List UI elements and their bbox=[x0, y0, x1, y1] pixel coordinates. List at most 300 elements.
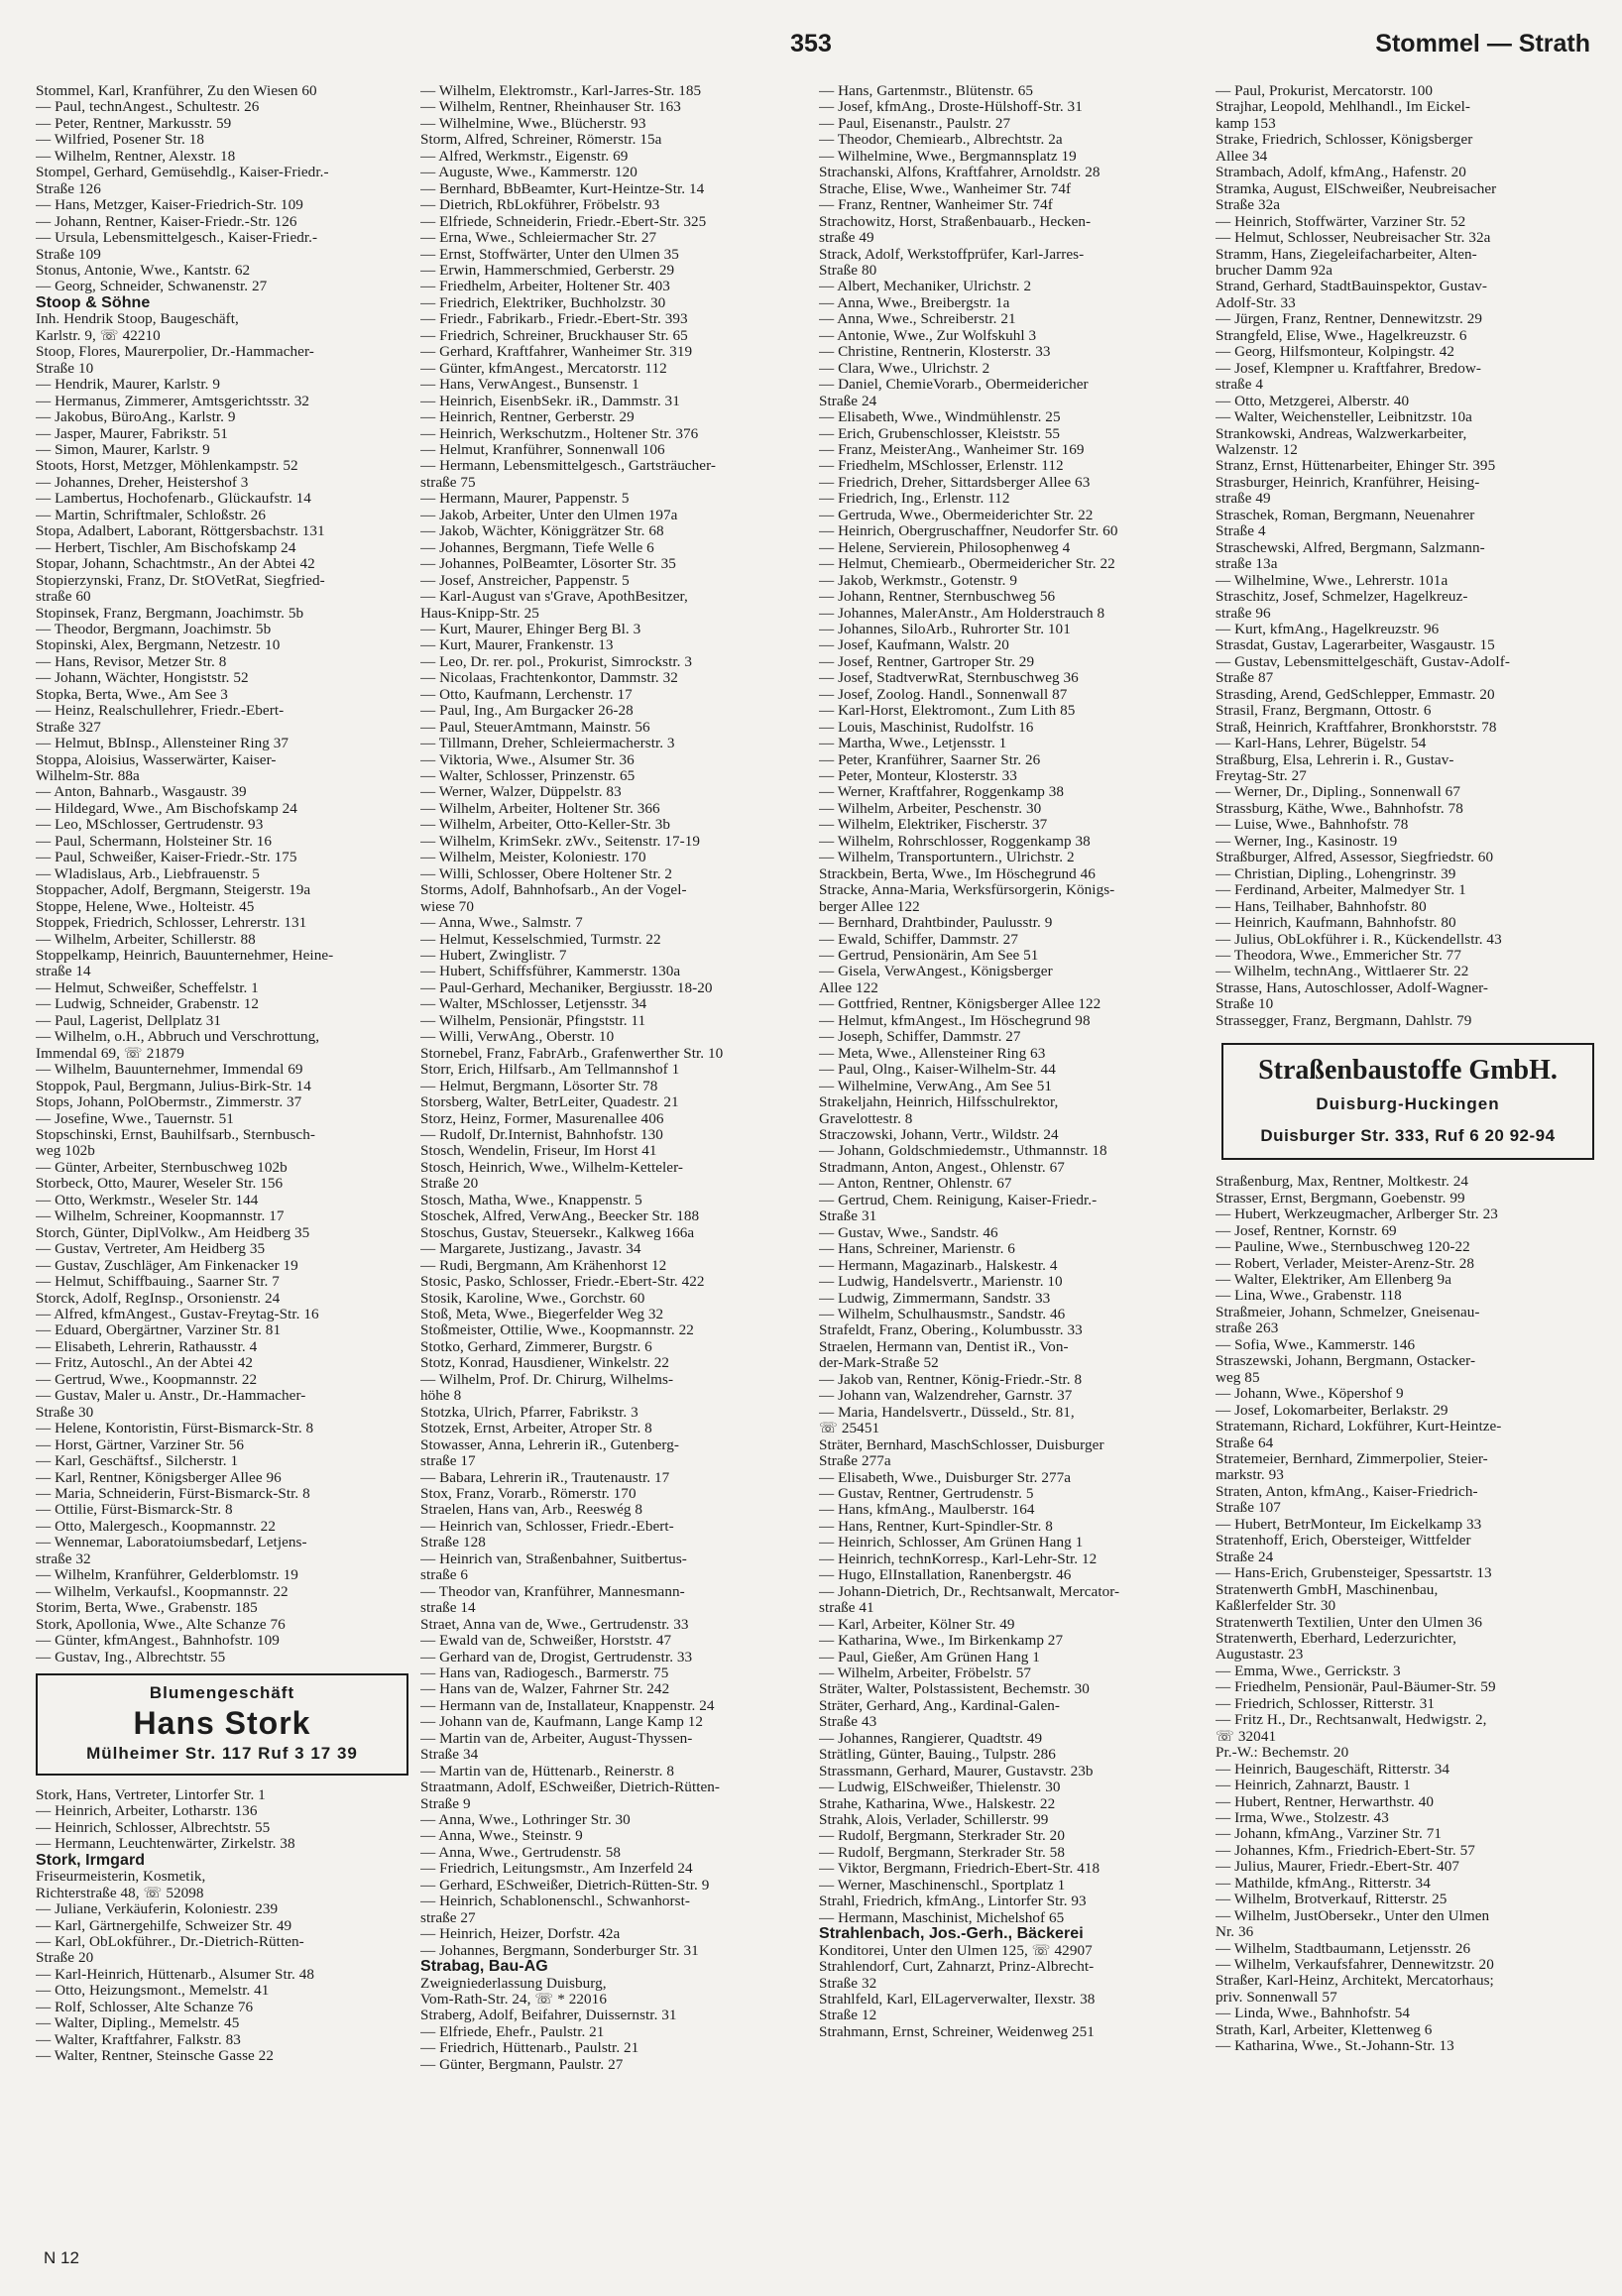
directory-entry: Stoschus, Gustav, Steuersekr., Kalkweg 166a bbox=[420, 1224, 695, 1241]
page-number: 353 bbox=[790, 30, 832, 57]
directory-entry: — Hermann, Lebensmittelgesch., Gartsträucher- bbox=[420, 458, 716, 475]
directory-entry: — Wilhelm, Kranführer, Gelderblomstr. 19 bbox=[36, 1567, 298, 1584]
directory-entry: — Paul, Schermann, Holsteiner Str. 16 bbox=[36, 833, 273, 850]
directory-entry: — Anton, Rentner, Ohlenstr. 67 bbox=[819, 1176, 1012, 1193]
directory-entry: Straßenburg, Max, Rentner, Moltkestr. 24 bbox=[1216, 1174, 1469, 1191]
directory-entry: — Anna, Wwe., Schreiberstr. 21 bbox=[819, 311, 1016, 328]
directory-entry: — Hendrik, Maurer, Karlstr. 9 bbox=[36, 377, 220, 394]
directory-entry: — Nicolaas, Frachtenkontor, Dammstr. 32 bbox=[420, 670, 678, 687]
directory-entry: Straße 107 bbox=[1216, 1500, 1281, 1517]
column-4 bbox=[1216, 83, 1604, 2055]
directory-entry: Zweigniederlassung Duisburg, bbox=[420, 1975, 607, 1992]
directory-entry: — Wilhelm, Arbeiter, Otto-Keller-Str. 3b bbox=[420, 817, 671, 834]
directory-entry: — Anna, Wwe., Gertrudenstr. 58 bbox=[420, 1844, 621, 1861]
directory-entry: Stoppa, Aloisius, Wasserwärter, Kaiser- bbox=[36, 751, 277, 768]
directory-entry: höhe 8 bbox=[420, 1388, 462, 1405]
directory-entry: — Jakob, Arbeiter, Unter den Ulmen 197a bbox=[420, 507, 678, 523]
ad-headline: Hans Stork bbox=[133, 1704, 311, 1741]
directory-entry: Storms, Adolf, Bahnhofsarb., An der Vogel- bbox=[420, 882, 687, 899]
directory-entry: — Heinrich, Stoffwärter, Varziner Str. 52 bbox=[1216, 213, 1466, 230]
directory-entry: Straczowski, Johann, Vertr., Wildstr. 24 bbox=[819, 1127, 1059, 1143]
directory-entry: — Hans, Schreiner, Marienstr. 6 bbox=[819, 1241, 1015, 1258]
directory-entry: Stotz, Konrad, Hausdiener, Winkelstr. 22 bbox=[420, 1355, 670, 1372]
directory-entry: — Wilhelm, Pensionär, Pfingststr. 11 bbox=[420, 1012, 646, 1029]
directory-entry: Stratemann, Richard, Lokführer, Kurt-Heintze- bbox=[1216, 1419, 1502, 1435]
directory-entry: — Heinrich, Rentner, Gerberstr. 29 bbox=[420, 409, 635, 426]
directory-entry: — Hermann, Maurer, Pappenstr. 5 bbox=[420, 491, 630, 508]
directory-entry: Straße 10 bbox=[1216, 996, 1274, 1013]
directory-entry: — Anna, Wwe., Lothringer Str. 30 bbox=[420, 1812, 631, 1829]
directory-entry: — Friedr., Fabrikarb., Friedr.-Ebert-Str. 393 bbox=[420, 311, 688, 328]
directory-entry: — Lina, Wwe., Grabenstr. 118 bbox=[1216, 1288, 1402, 1305]
directory-entry: — Wilhelm, Rentner, Rheinhauser Str. 163 bbox=[420, 99, 681, 116]
directory-entry: straße 41 bbox=[819, 1600, 874, 1617]
directory-entry: Straßburger, Alfred, Assessor, Siegfriedstr. 60 bbox=[1216, 850, 1494, 866]
directory-entry: — Hubert, Zwinglistr. 7 bbox=[420, 948, 567, 965]
directory-entry: Straße 9 bbox=[420, 1795, 471, 1812]
directory-entry: — Hugo, ElInstallation, Ranenbergstr. 46 bbox=[819, 1567, 1072, 1584]
directory-entry: Karlstr. 9, ☏ 42210 bbox=[36, 327, 161, 344]
directory-entry: — Hans, Gartenmstr., Blütenstr. 65 bbox=[819, 83, 1033, 99]
directory-entry: Strath, Karl, Arbeiter, Klettenweg 6 bbox=[1216, 2021, 1433, 2038]
directory-entry: — Karl-Hans, Lehrer, Bügelstr. 54 bbox=[1216, 736, 1427, 752]
directory-entry: Straelen, Hermann van, Dentist iR., Von- bbox=[819, 1338, 1069, 1355]
directory-entry: Strangfeld, Elise, Wwe., Hagelkreuzstr. 6 bbox=[1216, 327, 1467, 344]
directory-entry: — Walter, Weichensteller, Leibnitzstr. 10a bbox=[1216, 409, 1472, 426]
directory-entry: — Herbert, Tischler, Am Bischofskamp 24 bbox=[36, 539, 296, 556]
directory-entry: — Franz, Rentner, Wanheimer Str. 74f bbox=[819, 197, 1053, 214]
directory-entry: — Antonie, Wwe., Zur Wolfskuhl 3 bbox=[819, 327, 1037, 344]
directory-entry: Stopierzynski, Franz, Dr. StOVetRat, Siegfried- bbox=[36, 572, 325, 589]
directory-entry: straße 27 bbox=[420, 1909, 476, 1926]
directory-entry: Straße 128 bbox=[420, 1535, 486, 1551]
directory-entry: — Kurt, Maurer, Frankenstr. 13 bbox=[420, 637, 614, 654]
directory-entry: — Johannes, MalerAnstr., Am Holderstrauch 8 bbox=[819, 605, 1105, 622]
directory-entry: — Heinrich, Schablonenschl., Schwanhorst- bbox=[420, 1894, 690, 1910]
directory-entry: — Helmut, Bergmann, Lösorter Str. 78 bbox=[420, 1078, 658, 1094]
directory-entry: — Wilhelm, Brotverkauf, Ritterstr. 25 bbox=[1216, 1892, 1448, 1908]
directory-entry: — Josefine, Wwe., Tauernstr. 51 bbox=[36, 1110, 234, 1127]
directory-entry: straße 60 bbox=[36, 589, 91, 606]
directory-entry: — Theodora, Wwe., Emmericher Str. 77 bbox=[1216, 948, 1461, 965]
directory-entry: straße 14 bbox=[36, 964, 91, 980]
directory-entry: Storsberg, Walter, BetrLeiter, Quadestr. 21 bbox=[420, 1094, 679, 1111]
directory-entry: — Katharina, Wwe., Im Birkenkamp 27 bbox=[819, 1633, 1064, 1650]
directory-entry: — Martin, Schriftmaler, Schloßstr. 26 bbox=[36, 507, 266, 523]
directory-entry: Stoop & Söhne bbox=[36, 294, 151, 311]
directory-entry: Straße 24 bbox=[819, 393, 877, 409]
directory-entry: Stratenwerth GmbH, Maschinenbau, bbox=[1216, 1581, 1439, 1598]
directory-entry: Stopschinski, Ernst, Bauhilfsarb., Sternbusch- bbox=[36, 1127, 315, 1143]
directory-entry: — Wilhelm, Schulhausmstr., Sandstr. 46 bbox=[819, 1306, 1066, 1322]
directory-entry: Pr.-W.: Bechemstr. 20 bbox=[1216, 1745, 1349, 1762]
directory-entry: Strand, Gerhard, StadtBauinspektor, Gustav- bbox=[1216, 279, 1488, 295]
directory-entry: — Jakob van, Rentner, König-Friedr.-Str. 8 bbox=[819, 1371, 1083, 1388]
directory-entry: — Johann, Rentner, Sternbuschweg 56 bbox=[819, 589, 1056, 606]
directory-entry: — Heinrich, Obergruschaffner, Neudorfer Str. 60 bbox=[819, 523, 1118, 540]
directory-entry: — Wilhelm, KrimSekr. zWv., Seitenstr. 17-19 bbox=[420, 833, 701, 850]
directory-entry: — Anna, Wwe., Salmstr. 7 bbox=[420, 915, 583, 932]
directory-entry: Strahlenbach, Jos.-Gerh., Bäckerei bbox=[819, 1926, 1084, 1943]
directory-entry: Straßburg, Elsa, Lehrerin i. R., Gustav- bbox=[1216, 751, 1454, 768]
directory-entry: — Gottfried, Rentner, Königsberger Allee 122 bbox=[819, 996, 1101, 1013]
directory-entry: Strack, Adolf, Werkstoffprüfer, Karl-Jarres- bbox=[819, 246, 1085, 263]
directory-entry: — Ottilie, Fürst-Bismarck-Str. 8 bbox=[36, 1502, 233, 1519]
directory-entry: berger Allee 122 bbox=[819, 898, 920, 915]
directory-entry: — Johann, Rentner, Kaiser-Friedr.-Str. 126 bbox=[36, 213, 297, 230]
directory-entry: Kaßlerfelder Str. 30 bbox=[1216, 1598, 1336, 1615]
directory-entry: — Wilhelmine, Wwe., Bergmannsplatz 19 bbox=[819, 148, 1077, 165]
directory-entry: — Helmut, Kesselschmied, Turmstr. 22 bbox=[420, 931, 661, 948]
directory-entry: — Paul, Ing., Am Burgacker 26-28 bbox=[420, 703, 634, 720]
directory-entry: — Elisabeth, Lehrerin, Rathausstr. 4 bbox=[36, 1338, 258, 1355]
directory-entry: — Auguste, Wwe., Kammerstr. 120 bbox=[420, 165, 637, 181]
directory-entry: — Otto, Heizungsmont., Memelstr. 41 bbox=[36, 1983, 270, 2000]
directory-entry: — Gisela, VerwAngest., Königsberger bbox=[819, 964, 1053, 980]
directory-entry: Stoppe, Helene, Wwe., Holteistr. 45 bbox=[36, 898, 255, 915]
directory-entry: Stox, Franz, Vorarb., Römerstr. 170 bbox=[420, 1485, 637, 1502]
directory-entry: — Karl-Horst, Elektromont., Zum Lith 85 bbox=[819, 703, 1076, 720]
directory-entry: Stracke, Anna-Maria, Werksfürsorgerin, Königs- bbox=[819, 882, 1115, 899]
directory-entry: — Bernhard, BbBeamter, Kurt-Heintze-Str. 14 bbox=[420, 180, 705, 197]
directory-entry: — Ludwig, Handelsvertr., Marienstr. 10 bbox=[819, 1274, 1063, 1291]
directory-entry: — Ludwig, ElSchweißer, Thielenstr. 30 bbox=[819, 1779, 1061, 1796]
directory-entry: straße 13a bbox=[1216, 556, 1278, 573]
directory-entry: — Daniel, ChemieVorarb., Obermeidericher bbox=[819, 377, 1089, 394]
directory-entry: Straße 32a bbox=[1216, 197, 1281, 214]
directory-entry: — Willi, Schlosser, Obere Holtener Str. 2 bbox=[420, 865, 673, 882]
directory-entry: — Martin van de, Hüttenarb., Reinerstr. 8 bbox=[420, 1763, 674, 1779]
directory-entry: — Katharina, Wwe., St.-Johann-Str. 13 bbox=[1216, 2038, 1454, 2055]
directory-entry: straße 49 bbox=[819, 230, 874, 247]
directory-entry: — Walter, Elektriker, Am Ellenberg 9a bbox=[1216, 1272, 1451, 1288]
directory-entry: kamp 153 bbox=[1216, 115, 1276, 132]
directory-entry: — Anna, Wwe., Steinstr. 9 bbox=[420, 1828, 583, 1845]
directory-entry: Sträter, Walter, Polstassistent, Bechemstr. 30 bbox=[819, 1681, 1090, 1698]
directory-entry: Straschek, Roman, Bergmann, Neuenahrer bbox=[1216, 507, 1475, 523]
directory-entry: Stoop, Flores, Maurerpolier, Dr.-Hammacher- bbox=[36, 344, 314, 361]
directory-entry: — Johannes, Dreher, Heistershof 3 bbox=[36, 474, 249, 491]
directory-entry: Stopinsek, Franz, Bergmann, Joachimstr. 5b bbox=[36, 605, 304, 622]
directory-entry: Sträter, Bernhard, MaschSchlosser, Duisburger bbox=[819, 1436, 1104, 1453]
directory-entry: Straschewski, Alfred, Bergmann, Salzmann- bbox=[1216, 539, 1485, 556]
directory-entry: Richterstraße 48, ☏ 52098 bbox=[36, 1885, 204, 1901]
directory-entry: Stornebel, Franz, FabrArb., Grafenwerther Str. 10 bbox=[420, 1045, 724, 1062]
directory-entry: — Ferdinand, Arbeiter, Malmedyer Str. 1 bbox=[1216, 882, 1466, 899]
directory-entry: — Babara, Lehrerin iR., Trautenaustr. 17 bbox=[420, 1469, 670, 1486]
directory-entry: — Albert, Mechaniker, Ulrichstr. 2 bbox=[819, 279, 1032, 295]
directory-entry: Wilhelm-Str. 88a bbox=[36, 768, 140, 785]
directory-entry: Straße 30 bbox=[36, 1404, 94, 1421]
directory-entry: brucher Damm 92a bbox=[1216, 262, 1333, 279]
directory-entry: — Elfriede, Schneiderin, Friedr.-Ebert-Str. 325 bbox=[420, 213, 707, 230]
directory-entry: — Helmut, BbInsp., Allensteiner Ring 37 bbox=[36, 736, 290, 752]
directory-entry: Stotzka, Ulrich, Pfarrer, Fabrikstr. 3 bbox=[420, 1404, 638, 1421]
directory-entry: Stotzek, Ernst, Arbeiter, Atroper Str. 8 bbox=[420, 1421, 652, 1437]
directory-entry: — Alfred, Werkmstr., Eigenstr. 69 bbox=[420, 148, 629, 165]
directory-entry: — Johannes, Bergmann, Tiefe Welle 6 bbox=[420, 539, 654, 556]
directory-entry: — Paul, SteuerAmtmann, Mainstr. 56 bbox=[420, 719, 650, 736]
directory-entry: Strahe, Katharina, Wwe., Halskestr. 22 bbox=[819, 1795, 1056, 1812]
directory-entry: — Hermann, Magazinarb., Halskestr. 4 bbox=[819, 1257, 1058, 1274]
directory-entry: — Otto, Kaufmann, Lerchenstr. 17 bbox=[420, 686, 633, 703]
directory-entry: Stratenwerth Textilien, Unter den Ulmen 36 bbox=[1216, 1614, 1482, 1631]
ad-line: Mülheimer Str. 117 Ruf 3 17 39 bbox=[86, 1743, 358, 1763]
directory-entry: — Gustav, Vertreter, Am Heidberg 35 bbox=[36, 1241, 266, 1258]
directory-entry: — Wennemar, Laboratoiumsbedarf, Letjens- bbox=[36, 1535, 307, 1551]
directory-entry: — Karl-August van s'Grave, ApothBesitzer, bbox=[420, 589, 688, 606]
directory-entry: — Peter, Rentner, Markusstr. 59 bbox=[36, 115, 232, 132]
directory-entry: Walzenstr. 12 bbox=[1216, 441, 1298, 458]
directory-entry: straße 17 bbox=[420, 1453, 476, 1470]
directory-entry: — Hubert, Schiffsführer, Kammerstr. 130a bbox=[420, 964, 681, 980]
directory-entry: Stotko, Gerhard, Zimmerer, Burgstr. 6 bbox=[420, 1338, 652, 1355]
directory-entry: — Anna, Wwe., Breibergstr. 1a bbox=[819, 294, 1010, 311]
directory-entry: — Werner, Maschinenschl., Sportplatz 1 bbox=[819, 1877, 1066, 1894]
directory-entry: Immendal 69, ☏ 21879 bbox=[36, 1045, 184, 1062]
directory-entry: Straszewski, Johann, Bergmann, Ostacker- bbox=[1216, 1353, 1476, 1370]
directory-entry: markstr. 93 bbox=[1216, 1467, 1284, 1484]
directory-entry: — Eduard, Obergärtner, Varziner Str. 81 bbox=[36, 1322, 282, 1339]
directory-entry: Stoppacher, Adolf, Bergmann, Steigerstr. 19a bbox=[36, 882, 311, 899]
directory-entry: Friseurmeisterin, Kosmetik, bbox=[36, 1869, 206, 1886]
directory-entry: — Hans van de, Walzer, Fahrner Str. 242 bbox=[420, 1681, 670, 1698]
directory-entry: — Georg, Hilfsmonteur, Kolpingstr. 42 bbox=[1216, 344, 1454, 361]
directory-entry: — Walter, Rentner, Steinsche Gasse 22 bbox=[36, 2048, 274, 2065]
directory-entry: weg 85 bbox=[1216, 1369, 1260, 1386]
directory-entry: — Georg, Schneider, Schwanenstr. 27 bbox=[36, 279, 268, 295]
directory-entry: — Paul, Prokurist, Mercatorstr. 100 bbox=[1216, 83, 1433, 99]
directory-entry: — Josef, Kaufmann, Walstr. 20 bbox=[819, 637, 1009, 654]
directory-entry: — Friedrich, Schlosser, Ritterstr. 31 bbox=[1216, 1695, 1436, 1712]
directory-entry: — Karl, Geschäftsf., Silcherstr. 1 bbox=[36, 1453, 239, 1470]
directory-entry: — Peter, Kranführer, Saarner Str. 26 bbox=[819, 751, 1041, 768]
directory-entry: Storch, Günter, DiplVolkw., Am Heidberg 35 bbox=[36, 1224, 310, 1241]
directory-entry: Storim, Berta, Wwe., Grabenstr. 185 bbox=[36, 1600, 258, 1617]
directory-entry: Nr. 36 bbox=[1216, 1924, 1254, 1941]
directory-entry: — Hermann van de, Installateur, Knappenstr. 24 bbox=[420, 1697, 715, 1714]
directory-entry: — Gertrud, Wwe., Koopmannstr. 22 bbox=[36, 1371, 258, 1388]
directory-entry: der-Mark-Straße 52 bbox=[819, 1355, 939, 1372]
directory-entry: Strachowitz, Horst, Straßenbauarb., Hecken- bbox=[819, 213, 1092, 230]
directory-entry: — Hans-Erich, Grubensteiger, Spessartstr. 13 bbox=[1216, 1565, 1492, 1582]
directory-entry: — Hubert, Rentner, Herwarthstr. 40 bbox=[1216, 1793, 1434, 1810]
directory-entry: — Helmut, Schiffbauing., Saarner Str. 7 bbox=[36, 1274, 280, 1291]
directory-entry: — Elfriede, Ehefr., Paulstr. 21 bbox=[420, 2023, 605, 2040]
directory-entry: ☏ 32041 bbox=[1216, 1728, 1277, 1745]
directory-entry: — Alfred, kfmAngest., Gustav-Freytag-Str. 16 bbox=[36, 1306, 319, 1322]
directory-entry: Allee 122 bbox=[819, 979, 878, 996]
directory-entry: Stork, Hans, Vertreter, Lintorfer Str. 1 bbox=[36, 1786, 266, 1803]
directory-entry: — Heinrich, Werkschutzm., Holtener Str. 376 bbox=[420, 425, 699, 442]
directory-entry: Stopar, Johann, Schachtmstr., An der Abtei 42 bbox=[36, 556, 315, 573]
directory-entry: — Ewald, Schiffer, Dammstr. 27 bbox=[819, 931, 1018, 948]
directory-entry: — Wilhelm, Verkaufsl., Koopmannstr. 22 bbox=[36, 1583, 289, 1600]
directory-entry: — Hans, Revisor, Metzer Str. 8 bbox=[36, 653, 227, 670]
directory-entry: — Jakob, Werkmstr., Gotenstr. 9 bbox=[819, 572, 1018, 589]
directory-entry: — Hans, Teilhaber, Bahnhofstr. 80 bbox=[1216, 898, 1427, 915]
directory-entry: Strasburger, Heinrich, Kranführer, Heising- bbox=[1216, 474, 1480, 491]
directory-entry: Adolf-Str. 33 bbox=[1216, 294, 1296, 311]
directory-entry: Stosik, Karoline, Wwe., Gorchstr. 60 bbox=[420, 1290, 645, 1307]
directory-entry: — Wilhelmine, Wwe., Blücherstr. 93 bbox=[420, 115, 646, 132]
directory-entry: — Juliane, Verkäuferin, Koloniestr. 239 bbox=[36, 1901, 279, 1918]
directory-entry: Straße 109 bbox=[36, 246, 101, 263]
directory-entry: — Gertrud, Pensionärin, Am See 51 bbox=[819, 948, 1039, 965]
directory-entry: — Willi, VerwAng., Oberstr. 10 bbox=[420, 1029, 615, 1046]
directory-entry: Stoppok, Paul, Bergmann, Julius-Birk-Str. 14 bbox=[36, 1078, 311, 1094]
directory-entry: — Clara, Wwe., Ulrichstr. 2 bbox=[819, 360, 990, 377]
directory-entry: — Margarete, Justizang., Javastr. 34 bbox=[420, 1241, 641, 1258]
directory-entry: Stosic, Pasko, Schlosser, Friedr.-Ebert-Str. 422 bbox=[420, 1274, 705, 1291]
directory-entry: — Walter, MSchlosser, Letjensstr. 34 bbox=[420, 996, 647, 1013]
directory-entry: Strahk, Alois, Verlader, Schillerstr. 99 bbox=[819, 1812, 1049, 1829]
directory-entry: — Wilhelm, Rohrschlosser, Roggenkamp 38 bbox=[819, 833, 1091, 850]
directory-entry: — Ernst, Stoffwärter, Unter den Ulmen 35 bbox=[420, 246, 679, 263]
directory-entry: — Paul-Gerhard, Mechaniker, Bergiusstr. 18-20 bbox=[420, 979, 713, 996]
directory-entry: — Friedrich, Dreher, Sittardsberger Allee 63 bbox=[819, 474, 1091, 491]
directory-entry: — Hans, Metzger, Kaiser-Friedrich-Str. 109 bbox=[36, 197, 303, 214]
directory-entry: straße 14 bbox=[420, 1600, 476, 1617]
directory-entry: Straße 80 bbox=[819, 262, 877, 279]
directory-entry: straße 49 bbox=[1216, 491, 1271, 508]
directory-entry: — Wilhelm, Rentner, Alexstr. 18 bbox=[36, 148, 236, 165]
directory-entry: — Johannes, Bergmann, Sonderburger Str. 31 bbox=[420, 1942, 699, 1959]
directory-entry: Strätling, Günter, Bauing., Tulpstr. 286 bbox=[819, 1747, 1056, 1764]
directory-entry: Storck, Adolf, RegInsp., Orsonienstr. 24 bbox=[36, 1290, 281, 1307]
directory-entry: — Theodor, Bergmann, Joachimstr. 5b bbox=[36, 621, 272, 637]
directory-entry: — Johann, Wächter, Hongiststr. 52 bbox=[36, 670, 249, 687]
directory-entry: — Heinrich, Kaufmann, Bahnhofstr. 80 bbox=[1216, 915, 1456, 932]
directory-entry: Strackbein, Berta, Wwe., Im Höschegrund 46 bbox=[819, 865, 1096, 882]
directory-entry: — Hans, kfmAng., Maulberstr. 164 bbox=[819, 1502, 1035, 1519]
directory-entry: — Jürgen, Franz, Rentner, Dennewitzstr. 29 bbox=[1216, 311, 1483, 328]
directory-entry: — Josef, Rentner, Kornstr. 69 bbox=[1216, 1222, 1397, 1239]
directory-entry: Stopka, Berta, Wwe., Am See 3 bbox=[36, 686, 228, 703]
directory-entry: — Wilhelm, Meister, Koloniestr. 170 bbox=[420, 850, 646, 866]
directory-entry: Sträter, Gerhard, Ang., Kardinal-Galen- bbox=[819, 1697, 1060, 1714]
directory-entry: Storm, Alfred, Schreiner, Römerstr. 15a bbox=[420, 132, 662, 149]
directory-entry: — Maria, Schneiderin, Fürst-Bismarck-Str. 8 bbox=[36, 1485, 310, 1502]
directory-entry: — Johannes, SiloArb., Ruhrorter Str. 101 bbox=[819, 621, 1071, 637]
directory-entry: Straße 327 bbox=[36, 719, 101, 736]
directory-entry: — Heinrich van, Straßenbahner, Suitbertus- bbox=[420, 1550, 687, 1567]
directory-entry: Straschitz, Josef, Schmelzer, Hagelkreuz- bbox=[1216, 589, 1468, 606]
directory-entry: Stosch, Wendelin, Friseur, Im Horst 41 bbox=[420, 1143, 657, 1160]
directory-entry: Augustastr. 23 bbox=[1216, 1647, 1304, 1664]
directory-entry: — Wilhelm, technAng., Wittlaerer Str. 22 bbox=[1216, 964, 1469, 980]
directory-entry: — Walter, Dipling., Memelstr. 45 bbox=[36, 2015, 240, 2032]
directory-entry: — Hubert, Werkzeugmacher, Arlberger Str. 23 bbox=[1216, 1206, 1498, 1223]
directory-entry: — Christine, Rentnerin, Klosterstr. 33 bbox=[819, 344, 1051, 361]
directory-entry: — Kurt, Maurer, Ehinger Berg Bl. 3 bbox=[420, 621, 641, 637]
directory-entry: — Günter, Bergmann, Paulstr. 27 bbox=[420, 2056, 624, 2073]
directory-entry: — Erwin, Hammerschmied, Gerberstr. 29 bbox=[420, 262, 675, 279]
directory-entry: — Ludwig, Zimmermann, Sandstr. 33 bbox=[819, 1290, 1051, 1307]
directory-entry: — Wilhelmine, Wwe., Lehrerstr. 101a bbox=[1216, 572, 1448, 589]
directory-entry: Straße 43 bbox=[819, 1714, 877, 1731]
directory-entry: Straatmann, Adolf, ESchweißer, Dietrich-Rütten- bbox=[420, 1779, 721, 1796]
directory-entry: Stopinski, Alex, Bergmann, Netzestr. 10 bbox=[36, 637, 281, 654]
advertisement-box bbox=[1221, 1043, 1594, 1160]
directory-entry: Strassmann, Gerhard, Maurer, Gustavstr. 23b bbox=[819, 1763, 1094, 1779]
directory-entry: — Anton, Bahnarb., Wasgaustr. 39 bbox=[36, 784, 247, 801]
directory-entry: — Friedrich, Schreiner, Bruckhauser Str. 65 bbox=[420, 327, 688, 344]
directory-entry: — Hans van, Radiogesch., Barmerstr. 75 bbox=[420, 1665, 669, 1681]
directory-entry: — Fritz H., Dr., Rechtsanwalt, Hedwigstr. 2, bbox=[1216, 1712, 1487, 1729]
directory-entry: — Helene, Servierein, Philosophenweg 4 bbox=[819, 539, 1071, 556]
column-1 bbox=[36, 83, 416, 2065]
directory-entry: — Jakob, Wächter, Königgrätzer Str. 68 bbox=[420, 523, 664, 540]
directory-entry: — Gustav, Rentner, Gertrudenstr. 5 bbox=[819, 1485, 1034, 1502]
directory-entry: Stork, Apollonia, Wwe., Alte Schanze 76 bbox=[36, 1616, 286, 1633]
directory-entry: Strachanski, Alfons, Kraftfahrer, Arnoldstr. 28 bbox=[819, 165, 1101, 181]
directory-entry: — Otto, Malergesch., Koopmannstr. 22 bbox=[36, 1518, 276, 1535]
directory-entry: — Rudi, Bergmann, Am Krähenhorst 12 bbox=[420, 1257, 667, 1274]
directory-entry: Strasil, Franz, Bergmann, Ottostr. 6 bbox=[1216, 703, 1432, 720]
directory-entry: Straet, Anna van de, Wwe., Gertrudenstr. 33 bbox=[420, 1616, 689, 1633]
directory-entry: — Wilhelm, o.H., Abbruch und Verschrottung, bbox=[36, 1029, 320, 1046]
directory-entry: — Sofia, Wwe., Kammerstr. 146 bbox=[1216, 1336, 1416, 1353]
directory-entry: — Günter, Arbeiter, Sternbuschweg 102b bbox=[36, 1159, 288, 1176]
directory-entry: Straße 24 bbox=[1216, 1549, 1274, 1565]
directory-entry: — Hildegard, Wwe., Am Bischofskamp 24 bbox=[36, 800, 297, 817]
directory-entry: — Rudolf, Bergmann, Sterkrader Str. 58 bbox=[819, 1844, 1065, 1861]
directory-entry: — Friedhelm, Arbeiter, Holtener Str. 403 bbox=[420, 279, 670, 295]
directory-entry: — Paul, Lagerist, Dellplatz 31 bbox=[36, 1012, 222, 1029]
directory-entry: — Johann van, Walzendreher, Garnstr. 37 bbox=[819, 1388, 1073, 1405]
directory-entry: straße 32 bbox=[36, 1550, 91, 1567]
directory-entry: Strabag, Bau-AG bbox=[420, 1959, 548, 1976]
directory-entry: Straße 126 bbox=[36, 180, 101, 197]
directory-entry: — Josef, Anstreicher, Pappenstr. 5 bbox=[420, 572, 630, 589]
directory-entry: — Walter, Schlosser, Prinzenstr. 65 bbox=[420, 768, 636, 785]
directory-entry: Strasdat, Gustav, Lagerarbeiter, Wasgaustr. 15 bbox=[1216, 637, 1495, 654]
ad-line: Duisburg-Huckingen bbox=[1316, 1094, 1500, 1114]
directory-entry: — Wilhelm, Elektromstr., Karl-Jarres-Str. 185 bbox=[420, 83, 702, 99]
directory-entry: Strambach, Adolf, kfmAng., Hafenstr. 20 bbox=[1216, 165, 1466, 181]
directory-entry: — Friedhelm, MSchlosser, Erlenstr. 112 bbox=[819, 458, 1064, 475]
directory-entry: Storbeck, Otto, Maurer, Weseler Str. 156 bbox=[36, 1176, 284, 1193]
directory-entry: — Helene, Kontoristin, Fürst-Bismarck-Str. 8 bbox=[36, 1421, 314, 1437]
directory-entry: — Heinrich, Zahnarzt, Baustr. 1 bbox=[1216, 1778, 1411, 1794]
advertisement-box bbox=[36, 1673, 408, 1776]
directory-entry: — Otto, Werkmstr., Weseler Str. 144 bbox=[36, 1192, 259, 1208]
directory-entry: — Johannes, PolBeamter, Lösorter Str. 35 bbox=[420, 556, 676, 573]
directory-entry: Straße 34 bbox=[420, 1747, 479, 1764]
directory-entry: Straberg, Adolf, Beifahrer, Duissernstr. 31 bbox=[420, 2008, 677, 2024]
directory-entry: — Gertrud, Chem. Reinigung, Kaiser-Friedr.- bbox=[819, 1192, 1098, 1208]
directory-entry: — Heinrich, technKorresp., Karl-Lehr-Str. 12 bbox=[819, 1550, 1098, 1567]
directory-entry: — Johannes, Kfm., Friedrich-Ebert-Str. 57 bbox=[1216, 1842, 1475, 1859]
directory-entry: — Pauline, Wwe., Sternbuschweg 120-22 bbox=[1216, 1239, 1470, 1256]
directory-entry: — Heinz, Realschullehrer, Friedr.-Ebert- bbox=[36, 703, 285, 720]
directory-entry: — Gustav, Lebensmittelgeschäft, Gustav-Adolf- bbox=[1216, 653, 1510, 670]
directory-entry: Straße 87 bbox=[1216, 670, 1274, 687]
directory-entry: — Mathilde, kfmAng., Ritterstr. 34 bbox=[1216, 1875, 1431, 1892]
directory-entry: Konditorei, Unter den Ulmen 125, ☏ 42907 bbox=[819, 1942, 1093, 1959]
directory-entry: — Wilhelm, JustObersekr., Unter den Ulmen bbox=[1216, 1907, 1490, 1924]
directory-entry: Straten, Anton, kfmAng., Kaiser-Friedrich- bbox=[1216, 1483, 1478, 1500]
directory-entry: — Johann van de, Kaufmann, Lange Kamp 12 bbox=[420, 1714, 704, 1731]
directory-entry: straße 75 bbox=[420, 474, 476, 491]
directory-entry: — Friedrich, Leitungsmstr., Am Inzerfeld 24 bbox=[420, 1861, 693, 1878]
directory-entry: Stoß, Meta, Wwe., Biegerfelder Weg 32 bbox=[420, 1306, 664, 1322]
directory-entry: — Helmut, Kranführer, Sonnenwall 106 bbox=[420, 441, 665, 458]
directory-entry: — Louis, Maschinist, Rudolfstr. 16 bbox=[819, 719, 1034, 736]
directory-entry: Strache, Elise, Wwe., Wanheimer Str. 74f bbox=[819, 180, 1072, 197]
directory-entry: — Kurt, kfmAng., Hagelkreuzstr. 96 bbox=[1216, 621, 1440, 637]
